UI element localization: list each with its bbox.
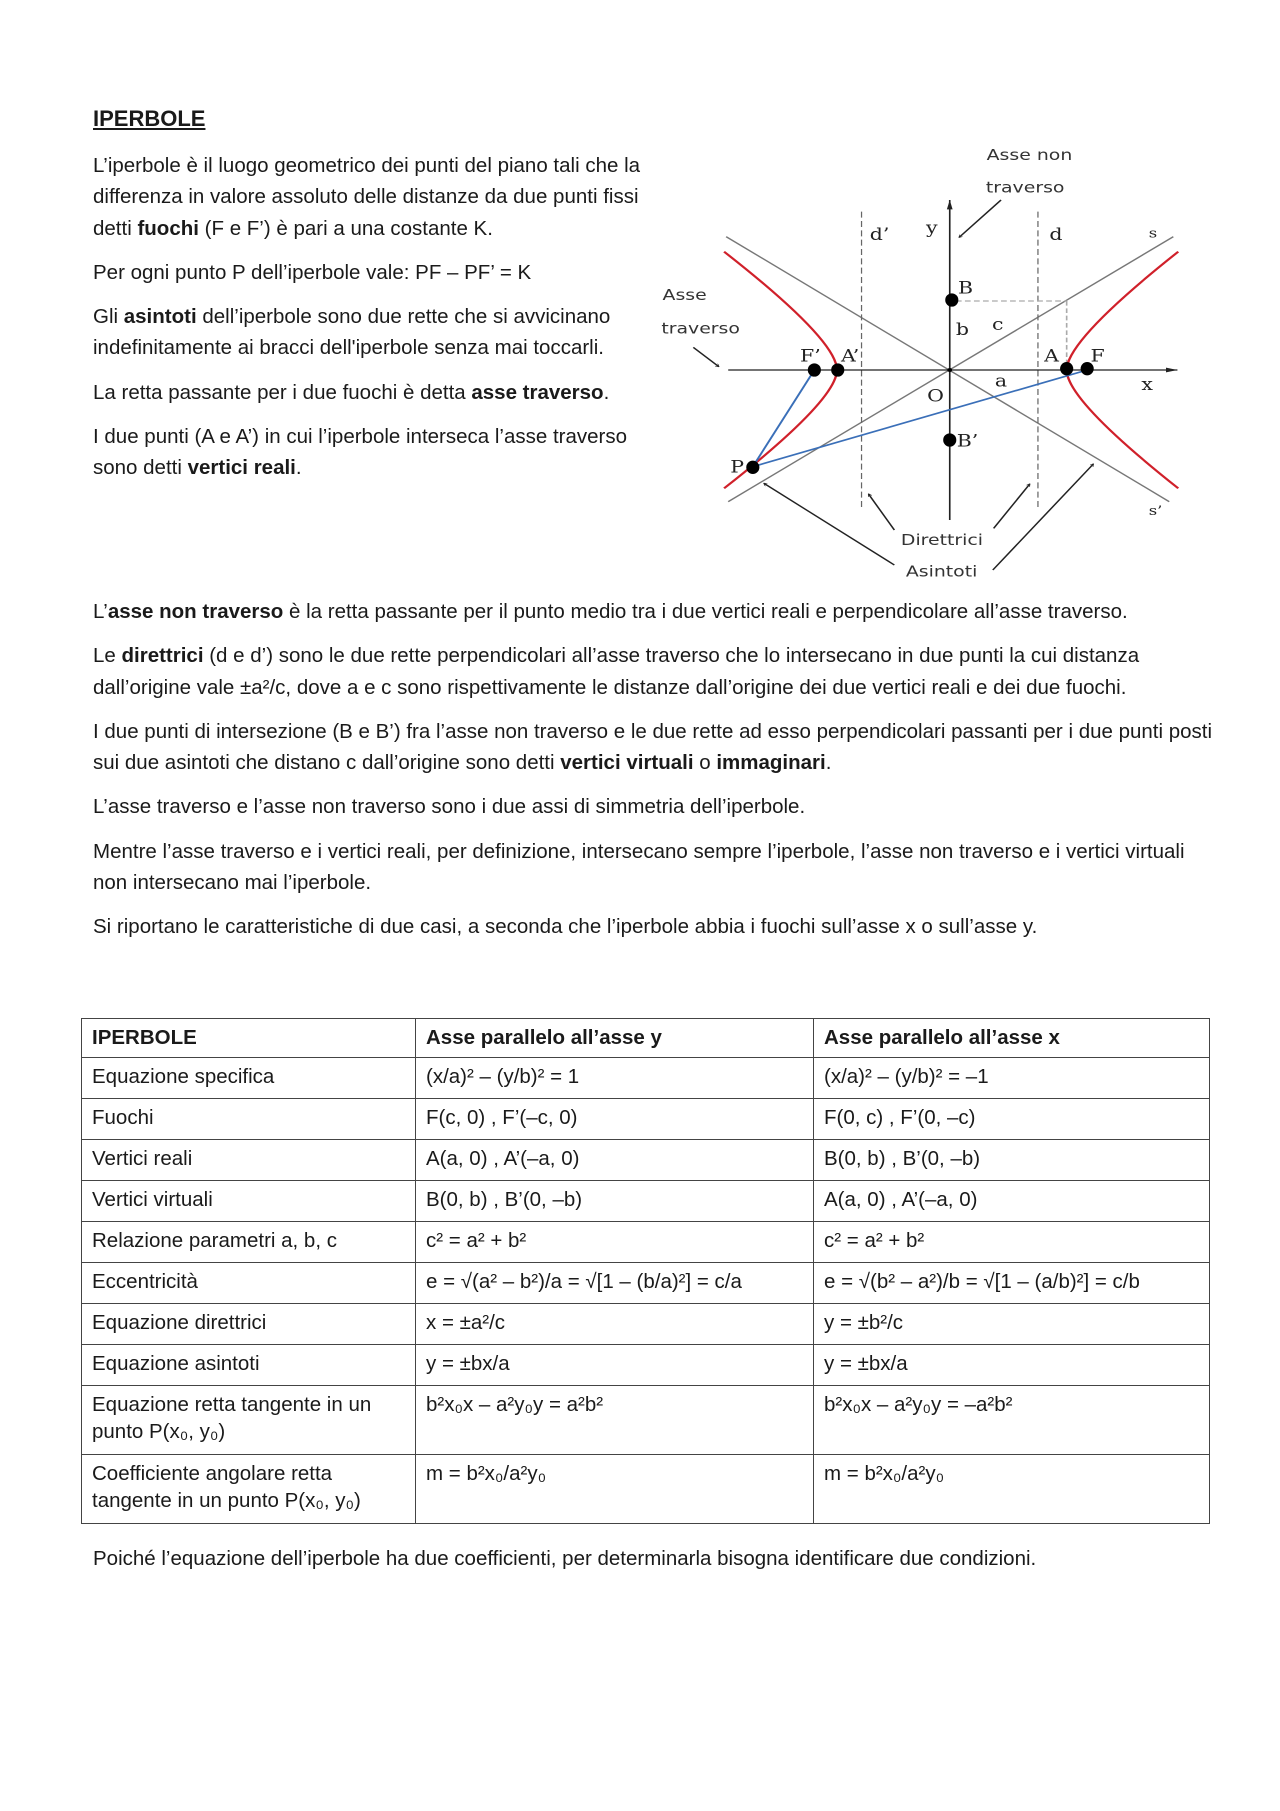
label-o: O	[927, 387, 944, 407]
label-p: P	[730, 458, 745, 478]
table-cell: e = √(a² – b²)/a = √[1 – (b/a)²] = c/a	[416, 1263, 814, 1304]
text-segment: dell’iperbole sono due rette che si avvicinano indefinitamente ai bracci dell'iperbole senza mai toccarli.	[93, 305, 611, 360]
row-label: Vertici reali	[82, 1140, 416, 1181]
row-label: Coefficiente angolare retta tangente in un punto P(x₀, y₀)	[82, 1455, 416, 1524]
table-cell: (x/a)² – (y/b)² = –1	[814, 1058, 1210, 1099]
table-cell: A(a, 0) , A’(–a, 0)	[416, 1140, 814, 1181]
text-segment: Per ogni punto P dell’iperbole vale: PF – PF’ = K	[93, 260, 532, 284]
text-segment: .	[603, 380, 610, 404]
bold-term: immaginari	[716, 751, 826, 775]
text-segment: .	[825, 751, 832, 775]
paragraph	[93, 596, 1218, 627]
text-segment: I due punti (A e A’) in cui l’iperbole interseca l’asse traverso sono detti	[93, 425, 628, 480]
table-cell: x = ±a²/c	[416, 1304, 814, 1345]
table-row	[82, 1222, 1210, 1263]
row-label: Eccentricità	[82, 1263, 416, 1304]
text-segment: Mentre l’asse traverso e i vertici reali, per definizione, intersecano sempre l’iperbole, l’asse non traverso e i vertici virtuali non intersecano mai l’iperbole.	[93, 839, 1185, 895]
text-segment: (F e F’) è pari a una costante K.	[198, 216, 493, 240]
column-header: IPERBOLE	[82, 1019, 416, 1058]
label-f-prime: F’	[800, 347, 821, 367]
text-segment: L’iperbole è il luogo geometrico dei punti del piano tali che la differenza in valore assoluto delle distanze da due punti fissi detti	[93, 154, 641, 240]
table-cell: F(c, 0) , F’(–c, 0)	[416, 1099, 814, 1140]
text-segment: Gli	[93, 305, 124, 329]
text-segment: La retta passante per i due fuochi è detta	[93, 380, 472, 404]
table-cell: m = b²x₀/a²y₀	[416, 1455, 814, 1524]
table-row	[82, 1140, 1210, 1181]
bold-term: direttrici	[121, 644, 204, 668]
label-f: F	[1090, 347, 1105, 367]
point-a	[1060, 362, 1073, 375]
point-o	[947, 368, 952, 372]
table-row	[82, 1099, 1210, 1140]
paragraph	[93, 716, 1218, 779]
table-cell: (x/a)² – (y/b)² = 1	[416, 1058, 814, 1099]
column-header: Asse parallelo all’asse y	[416, 1019, 814, 1058]
table-cell: y = ±b²/c	[814, 1304, 1210, 1345]
label-asintoti: Asintoti	[905, 563, 978, 582]
text-segment: è la retta passante per il punto medio tra i due vertici reali e perpendicolare all’asse traverso.	[283, 600, 1128, 623]
label-c: c	[992, 315, 1004, 335]
paragraph	[93, 640, 1218, 703]
point-b-prime	[943, 433, 956, 446]
table-cell: b²x₀x – a²y₀y = a²b²	[416, 1386, 814, 1455]
label-asse-traverso-2: traverso	[661, 319, 740, 338]
text-segment: Si riportano le caratteristiche di due casi, a seconda che l’iperbole abbia i fuochi sull’asse x o sull’asse y.	[93, 915, 1038, 939]
label-a: a	[994, 372, 1008, 392]
row-label: Equazione asintoti	[82, 1345, 416, 1386]
text-segment: L’	[93, 600, 108, 623]
table-cell: c² = a² + b²	[814, 1222, 1210, 1263]
focal-distances	[753, 370, 1087, 467]
bold-term: asse non traverso	[107, 600, 284, 623]
label-b-prime-point: B’	[956, 432, 979, 452]
row-label: Vertici virtuali	[82, 1181, 416, 1222]
paragraph	[93, 150, 655, 244]
table-cell: m = b²x₀/a²y₀	[814, 1455, 1210, 1524]
table-cell: B(0, b) , B’(0, –b)	[416, 1181, 814, 1222]
text-segment: Le	[93, 644, 122, 668]
table-cell: B(0, b) , B’(0, –b)	[814, 1140, 1210, 1181]
table-row	[82, 1181, 1210, 1222]
paragraph	[93, 377, 655, 408]
table-cell: e = √(b² – a²)/b = √[1 – (a/b)²] = c/b	[814, 1263, 1210, 1304]
column-header: Asse parallelo all’asse x	[814, 1019, 1210, 1058]
page-title: IPERBOLE	[93, 106, 206, 131]
table-row	[82, 1058, 1210, 1099]
row-label: Relazione parametri a, b, c	[82, 1222, 416, 1263]
bold-term: vertici virtuali	[560, 751, 694, 775]
intro-text	[93, 150, 655, 497]
label-asse-non-traverso: Asse non	[986, 146, 1073, 165]
table-row	[82, 1304, 1210, 1345]
label-asse-traverso: Asse	[662, 286, 707, 305]
paragraph	[93, 257, 655, 288]
label-y: y	[925, 219, 938, 238]
text-segment: (d e d’) sono le due rette perpendicolari all’asse traverso che lo intersecano in due punti la cui distanza dall’origine vale ±a²/c, dove a e c sono rispettivamente le distanze dall’origine dei due vertici reali e dei due fuochi.	[93, 644, 1140, 699]
body-text	[93, 596, 1218, 956]
hyperbola-diagram	[640, 100, 1280, 600]
text-segment: L’asse traverso e l’asse non traverso sono i due assi di simmetria dell’iperbole.	[93, 795, 806, 819]
table-cell: F(0, c) , F’(0, –c)	[814, 1099, 1210, 1140]
point-p	[746, 461, 759, 474]
row-label: Equazione specifica	[82, 1058, 416, 1099]
table-row	[82, 1455, 1210, 1524]
label-direttrici: Direttrici	[900, 531, 984, 550]
label-s: s	[1148, 224, 1158, 241]
table-cell: y = ±bx/a	[814, 1345, 1210, 1386]
label-b-point: B	[957, 279, 974, 298]
row-label: Fuochi	[82, 1099, 416, 1140]
label-x: x	[1141, 375, 1153, 395]
label-a-prime: A’	[841, 347, 860, 367]
table-row	[82, 1345, 1210, 1386]
label-a-point: A	[1044, 347, 1059, 367]
table-row	[82, 1263, 1210, 1304]
table-row	[82, 1386, 1210, 1455]
bold-term: vertici reali	[187, 456, 296, 480]
bold-term: asintoti	[123, 305, 197, 329]
bold-term: fuochi	[137, 216, 199, 240]
table-cell: b²x₀x – a²y₀y = –a²b²	[814, 1386, 1210, 1455]
hyperbola-properties-table	[81, 1018, 1210, 1524]
paragraph	[93, 421, 655, 484]
text-segment: o	[693, 751, 717, 775]
label-asse-non-traverso-2: traverso	[985, 179, 1065, 198]
label-b: b	[955, 320, 970, 340]
label-d-prime: d’	[869, 225, 890, 245]
table-cell: c² = a² + b²	[416, 1222, 814, 1263]
bold-term: asse traverso	[471, 380, 604, 404]
paragraph	[93, 301, 655, 364]
table-header-row	[82, 1019, 1210, 1058]
text-segment: I due punti di intersezione (B e B’) fra l’asse non traverso e le due rette ad esso perpendicolari passanti per i due punti posti sui due asintoti che distano c dall’origine sono detti	[93, 719, 1213, 775]
row-label: Equazione direttrici	[82, 1304, 416, 1345]
point-b	[945, 293, 958, 306]
paragraph	[93, 911, 1218, 942]
text-segment: .	[295, 456, 302, 480]
row-label: Equazione retta tangente in un punto P(x₀, y₀)	[82, 1386, 416, 1455]
paragraph	[93, 836, 1218, 899]
paragraph	[93, 791, 1218, 822]
table-cell: A(a, 0) , A’(–a, 0)	[814, 1181, 1210, 1222]
label-s-prime: s’	[1148, 502, 1163, 519]
closing-paragraph: Poiché l’equazione dell’iperbole ha due coefficienti, per determinarla bisogna identificare due condizioni.	[93, 1547, 1037, 1570]
label-d: d	[1049, 225, 1063, 245]
table-cell: y = ±bx/a	[416, 1345, 814, 1386]
